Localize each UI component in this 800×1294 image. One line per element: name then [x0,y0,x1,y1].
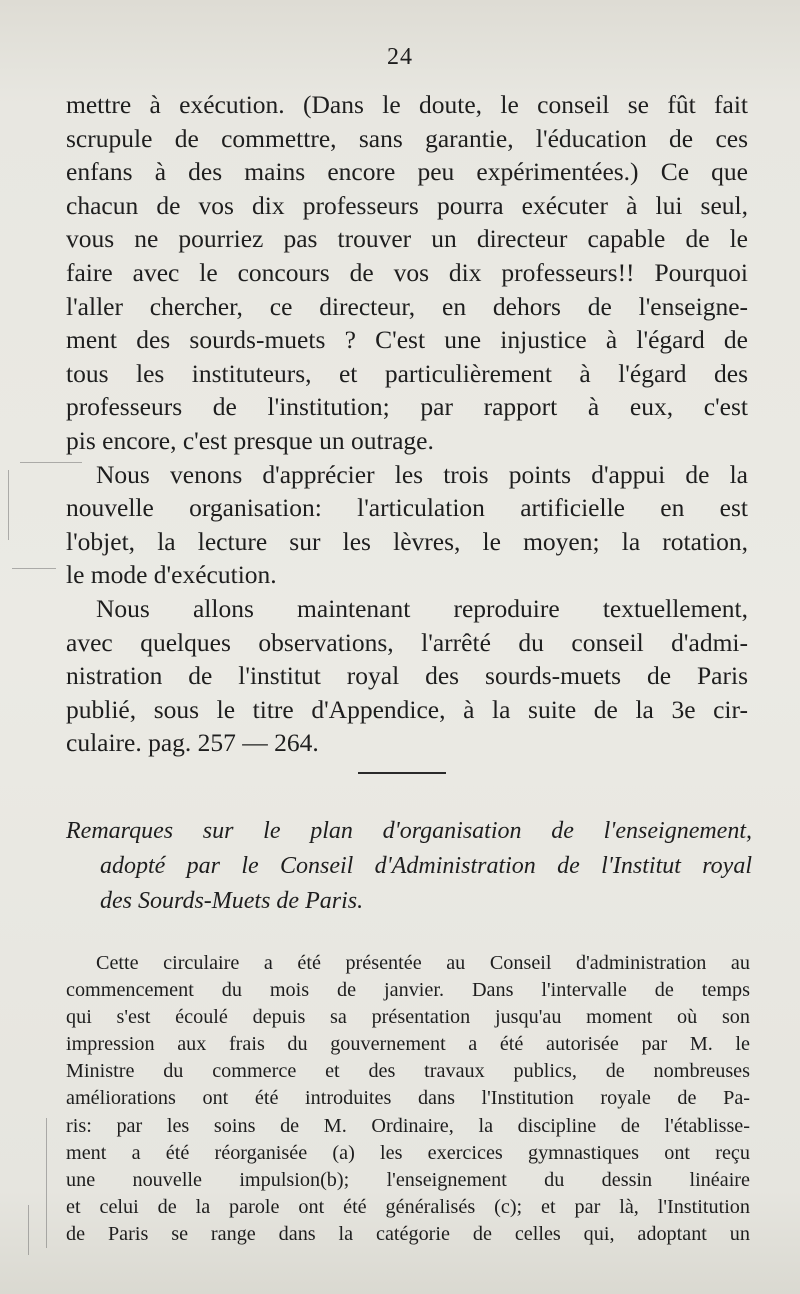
note-line: améliorations ont été introduites dans l'Institution royale de Pa- [66,1087,750,1110]
title-line: Remarques sur le plan d'organisation de l'enseignement, [66,818,752,844]
text-line: Nous venons d'apprécier les trois points d'appui de la [96,459,748,489]
margin-pencil-mark [28,1205,29,1255]
separator-rule [358,772,446,774]
text-line: chacun de vos dix professeurs pourra exécuter à lui seul, [66,190,748,220]
text-line: publié, sous le titre d'Appendice, à la suite de la 3e cir- [66,694,748,724]
text-line: enfans à des mains encore peu expérimentées.) Ce que [66,157,748,187]
text-line: le mode d'exécution. [66,560,277,590]
note-line: Ministre du commerce et des travaux publics, de nombreuses [66,1060,750,1083]
note-line: ris: par les soins de M. Ordinaire, la discipline de l'établisse- [66,1114,750,1137]
margin-pencil-mark [46,1118,47,1248]
note-line: Cette circulaire a été présentée au Conseil d'administration au [96,952,750,974]
text-line: professeurs de l'institution; par rapport à eux, c'est [66,392,748,422]
title-line: adopté par le Conseil d'Administration de l'Institut royal [100,853,752,879]
note-line: commencement du mois de janvier. Dans l'intervalle de temps [66,979,750,1002]
text-line: nouvelle organisation: l'articulation artificielle en est [66,493,748,523]
note-line: une nouvelle impulsion(b); l'enseignement du dessin linéaire [66,1168,750,1191]
text-line: avec quelques observations, l'arrêté du conseil d'admi- [66,627,748,657]
text-line: nistration de l'institut royal des sourds-muets de Paris [66,661,748,691]
main-text [66,88,748,760]
text-line: l'objet, la lecture sur les lèvres, le moyen; la rotation, [66,526,748,556]
note-line: impression aux frais du gouvernement a été autorisée par M. le [66,1033,750,1056]
text-line: scrupule de commettre, sans garantie, l'éducation de ces [66,123,748,153]
page-number: 24 [387,44,413,70]
note-line: et celui de la parole ont été généralisés (c); et par là, l'Institution [66,1195,750,1218]
text-line: Nous allons maintenant reproduire textuellement, [96,593,748,623]
title-line: des Sourds-Muets de Paris. [100,888,364,914]
text-line: ment des sourds-muets ? C'est une injustice à l'égard de [66,325,748,355]
text-line: mettre à exécution. (Dans le doute, le conseil se fût fait [66,90,748,119]
text-line: faire avec le concours de vos dix professeurs!! Pourquoi [66,257,748,287]
text-line: culaire. pag. 257 — 264. [66,728,319,758]
text-line: l'aller chercher, ce directeur, en dehors de l'enseigne- [66,291,748,321]
text-line: vous ne pourriez pas trouver un directeur capable de le [66,224,748,254]
text-line: pis encore, c'est presque un outrage. [66,425,434,455]
margin-pencil-mark [12,568,56,569]
margin-pencil-mark [8,470,9,540]
note-line: ment a été réorganisée (a) les exercices gymnastiques ont reçu [66,1141,750,1164]
text-line: tous les instituteurs, et particulièrement à l'égard des [66,358,748,388]
note-line: qui s'est écoulé depuis sa présentation jusqu'au moment où son [66,1006,750,1029]
note-text [66,950,750,1248]
section-title [66,814,752,919]
margin-pencil-mark [20,462,82,463]
note-line: de Paris se range dans la catégorie de celles qui, adoptant un [66,1222,750,1245]
